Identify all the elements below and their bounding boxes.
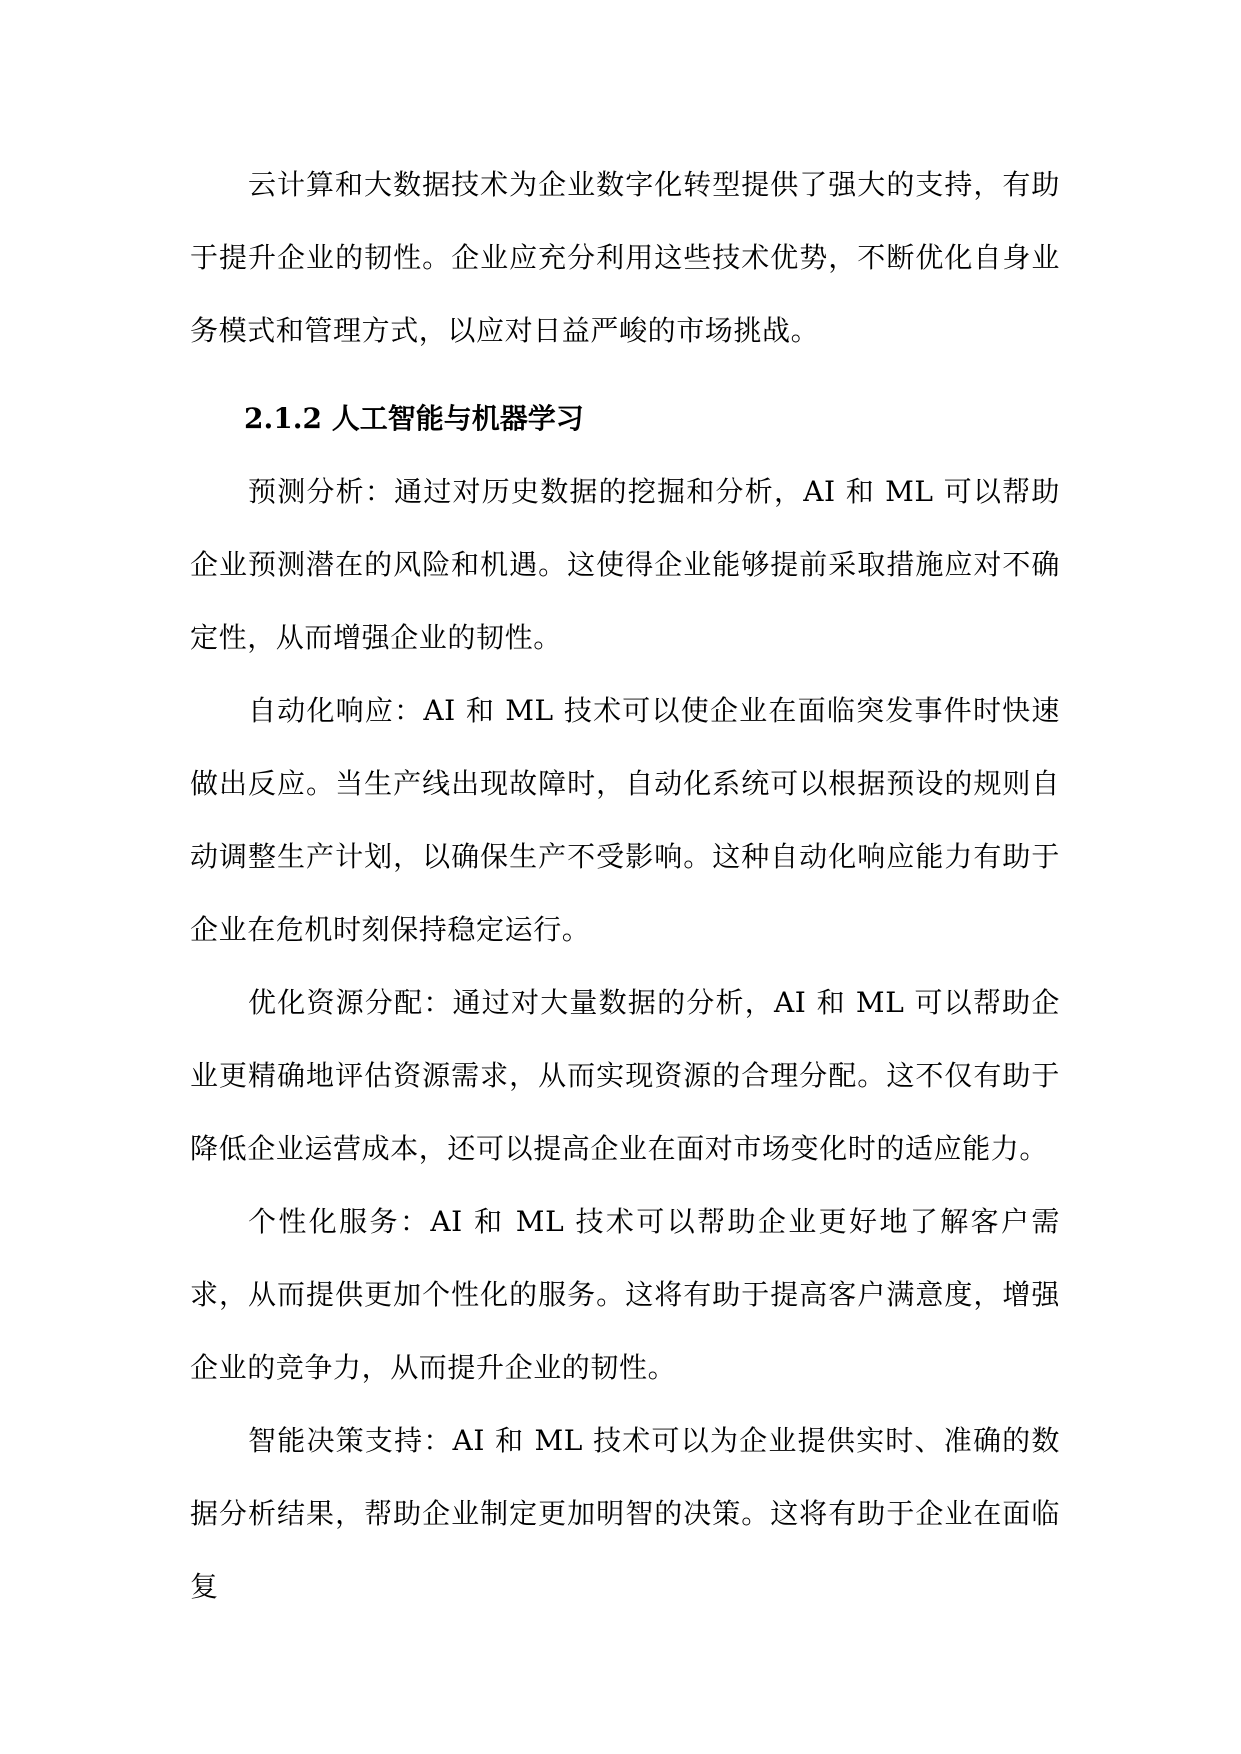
- paragraph-automated-response: 自动化响应：AI 和 ML 技术可以使企业在面临突发事件时快速做出反应。当生产线出现故障时，自动化系统可以根据预设的规则自动调整生产计划，以确保生产不受影响。这种自动化响应能力有助于企业在危机时刻保持稳定运行。: [190, 694, 1060, 946]
- paragraph-personalized-service: 个性化服务：AI 和 ML 技术可以帮助企业更好地了解客户需求，从而提供更加个性化的服务。这将有助于提高客户满意度，增强企业的竞争力，从而提升企业的韧性。: [190, 1205, 1060, 1384]
- document-page: [190, 148, 1060, 1623]
- paragraph-resource-allocation: 优化资源分配：通过对大量数据的分析，AI 和 ML 可以帮助企业更精确地评估资源需求，从而实现资源的合理分配。这不仅有助于降低企业运营成本，还可以提高企业在面对市场变化时的适应能力。: [190, 986, 1060, 1165]
- section-heading: 2.1.2 人工智能与机器学习: [244, 402, 584, 435]
- paragraph-predictive-analysis: 预测分析：通过对历史数据的挖掘和分析，AI 和 ML 可以帮助企业预测潜在的风险和机遇。这使得企业能够提前采取措施应对不确定性，从而增强企业的韧性。: [190, 475, 1060, 654]
- intro-paragraph: 云计算和大数据技术为企业数字化转型提供了强大的支持，有助于提升企业的韧性。企业应充分利用这些技术优势，不断优化自身业务模式和管理方式，以应对日益严峻的市场挑战。: [190, 168, 1060, 347]
- paragraph-decision-support: 智能决策支持：AI 和 ML 技术可以为企业提供实时、准确的数据分析结果，帮助企业制定更加明智的决策。这将有助于企业在面临复: [190, 1424, 1060, 1603]
